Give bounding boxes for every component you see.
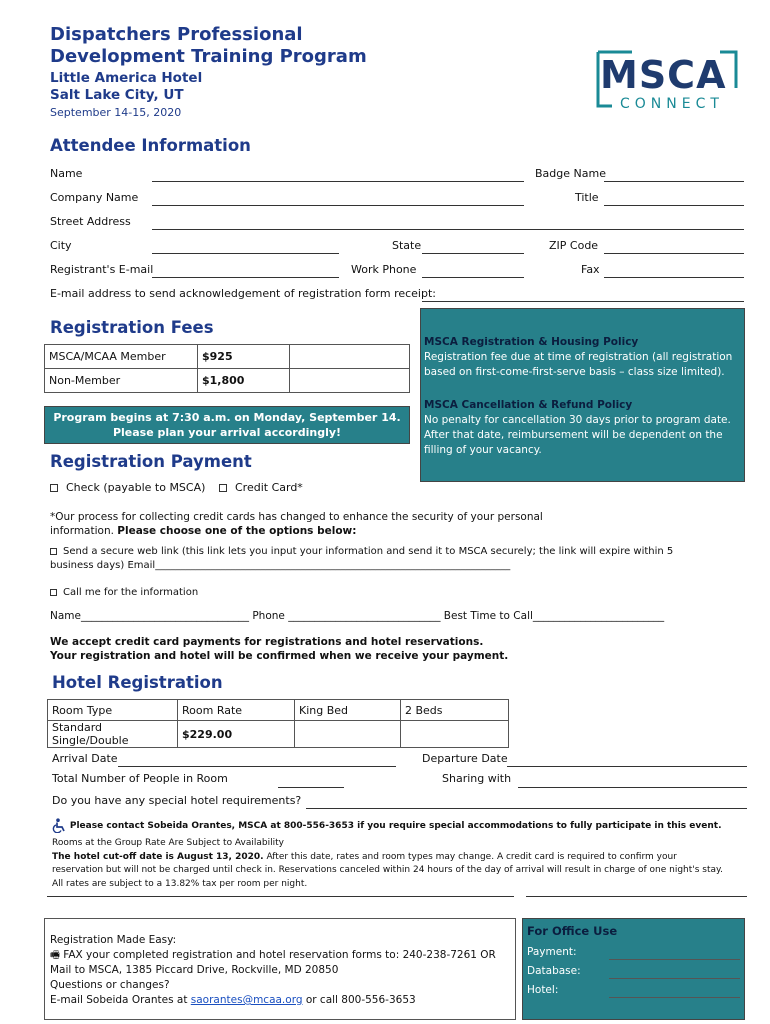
fee-price-member: $925	[198, 345, 290, 369]
work-phone-label: Work Phone	[351, 263, 417, 276]
hotel-col-two-beds: 2 Beds	[401, 700, 509, 721]
office-database-label: Database:	[527, 965, 581, 977]
work-phone-field[interactable]	[422, 277, 524, 278]
hotel-two-beds-select[interactable]	[401, 721, 509, 748]
cutoff-rest: After this date, rates and room types may change. A credit card is required to confirm your	[263, 851, 677, 862]
fee-row-nonmember	[45, 369, 410, 393]
option-web-link[interactable]	[50, 545, 673, 573]
fax-label: Fax	[581, 263, 600, 276]
zip-field[interactable]	[604, 253, 744, 254]
footer-divider-left	[47, 896, 514, 897]
rooms-note: Rooms at the Group Rate Are Subject to Availability	[52, 838, 284, 848]
accept-line-2: Your registration and hotel will be confirmed when we receive your payment.	[50, 650, 509, 662]
cutoff-line-3: All rates are subject to a 13.82% tax per room per night.	[52, 878, 308, 889]
ack-email-label: E-mail address to send acknowledgement of registration form receipt:	[50, 287, 436, 300]
venue-city: Salt Lake City, UT	[50, 87, 184, 103]
msca-logo	[592, 48, 742, 112]
attendee-heading: Attendee Information	[50, 136, 251, 155]
hotel-table	[47, 699, 509, 748]
office-database-row	[527, 965, 744, 977]
check-label: Check (payable to MSCA)	[66, 481, 206, 494]
street-label: Street Address	[50, 215, 131, 228]
company-field[interactable]	[152, 205, 524, 206]
venue-name: Little America Hotel	[50, 70, 203, 86]
ack-email-field[interactable]	[422, 301, 744, 302]
office-use-heading: For Office Use	[527, 924, 618, 938]
arrival-label: Arrival Date	[52, 752, 118, 765]
hotel-header-row	[48, 700, 509, 721]
fee-price-nonmember: $1,800	[198, 369, 290, 393]
web-link-checkbox[interactable]	[50, 548, 57, 555]
hotel-room-row	[48, 721, 509, 748]
office-use-box	[522, 918, 745, 1020]
easy-heading: Registration Made Easy:	[50, 934, 177, 946]
state-label: State	[392, 239, 422, 252]
fee-row-member	[45, 345, 410, 369]
credit-checkbox[interactable]	[219, 484, 227, 492]
contact-email-link[interactable]: saorantes@mcaa.org	[190, 994, 303, 1006]
ada-text: Please contact Sobeida Orantes, MSCA at 800-556-3653 if you require special accommodations to fully participate in this event.	[69, 821, 722, 831]
email-prefix: E-mail Sobeida Orantes at	[50, 994, 191, 1006]
special-field[interactable]	[306, 808, 747, 809]
questions-line: Questions or changes?	[50, 979, 170, 991]
web-link-line-2: business days) Email_______________________________________________________________________	[50, 560, 511, 571]
msca-logo-mark	[592, 48, 742, 112]
zip-label: ZIP Code	[549, 239, 599, 252]
fax-icon: 🖷	[50, 949, 60, 961]
footer-divider-right	[526, 896, 747, 897]
credit-label: Credit Card*	[235, 481, 303, 494]
departure-field[interactable]	[507, 766, 747, 767]
credit-note-line-2a: information.	[50, 525, 118, 537]
fee-type-nonmember: Non-Member	[45, 369, 198, 393]
check-option[interactable]	[50, 481, 205, 494]
office-hotel-row	[527, 984, 744, 996]
hotel-king-bed-select[interactable]	[295, 721, 401, 748]
title-label: Title	[575, 191, 599, 204]
title-field[interactable]	[604, 205, 744, 206]
payment-heading: Registration Payment	[50, 452, 252, 471]
title-line-2: Development Training Program	[50, 46, 367, 67]
fee-type-member: MSCA/MCAA Member	[45, 345, 198, 369]
state-field[interactable]	[422, 253, 524, 254]
hotel-room-type: Standard Single/Double	[48, 721, 178, 748]
people-label: Total Number of People in Room	[52, 772, 228, 785]
accept-note	[50, 635, 508, 663]
name-label: Name	[50, 167, 83, 180]
call-time-field[interactable]: Best Time to Call_________________________	[443, 610, 665, 622]
policy-text-cancellation: No penalty for cancellation 30 days prior to program date. After that date, reimbursement will be dependent on the filling of your vacancy.	[424, 414, 731, 456]
special-label: Do you have any special hotel requirements?	[52, 794, 302, 807]
policy-text-registration: Registration fee due at time of registration (all registration based on first-come-first-serve basis – class size limited).	[424, 351, 733, 378]
company-label: Company Name	[50, 191, 139, 204]
office-payment-field[interactable]	[609, 959, 740, 960]
office-hotel-label: Hotel:	[527, 984, 559, 996]
credit-note	[50, 510, 543, 538]
web-link-line-1: Send a secure web link (this link lets you input your information and send it to MSCA securely; the link will expire within 5	[63, 546, 674, 557]
policy-heading-registration: MSCA Registration & Housing Policy	[424, 336, 639, 348]
office-payment-row	[527, 946, 744, 958]
people-field[interactable]	[278, 787, 344, 788]
call-me-checkbox[interactable]	[50, 589, 57, 596]
accept-line-1: We accept credit card payments for registrations and hotel reservations.	[50, 636, 484, 648]
program-notice	[44, 406, 410, 444]
mail-line: Mail to MSCA, 1385 Piccard Drive, Rockville, MD 20850	[50, 964, 339, 976]
page-title	[50, 24, 367, 68]
call-me-label: Call me for the information	[63, 587, 199, 598]
policy-box	[420, 308, 745, 482]
badge-name-field[interactable]	[604, 181, 744, 182]
svg-text:MSCA: MSCA	[600, 53, 727, 97]
credit-note-line-1: *Our process for collecting credit cards has changed to enhance the security of your personal	[50, 511, 543, 523]
fee-select-member[interactable]	[290, 345, 410, 369]
badge-name-label: Badge Name	[535, 167, 606, 180]
fees-heading: Registration Fees	[50, 318, 214, 337]
notice-line-2: Please plan your arrival accordingly!	[112, 426, 342, 439]
hotel-col-room-rate: Room Rate	[178, 700, 295, 721]
call-name-field[interactable]: Name________________________________	[50, 610, 249, 622]
hotel-col-room-type: Room Type	[48, 700, 178, 721]
fees-table	[44, 344, 410, 393]
sharing-label: Sharing with	[442, 772, 512, 785]
registration-contact-box	[44, 918, 516, 1020]
arrival-field[interactable]	[118, 766, 396, 767]
notice-line-1: Program begins at 7:30 a.m. on Monday, September 14.	[53, 411, 401, 424]
hotel-terms	[52, 837, 752, 891]
check-checkbox[interactable]	[50, 484, 58, 492]
svg-text:CONNECT: CONNECT	[620, 96, 724, 112]
departure-label: Departure Date	[422, 752, 508, 765]
hotel-heading: Hotel Registration	[52, 673, 223, 692]
title-line-1: Dispatchers Professional	[50, 24, 303, 45]
venue-block	[50, 70, 202, 104]
hotel-room-rate: $229.00	[178, 721, 295, 748]
fax-field[interactable]	[604, 277, 744, 278]
fax-line: FAX your completed registration and hotel reservation forms to: 240-238-7261 OR	[63, 949, 496, 961]
credit-option[interactable]	[219, 481, 303, 494]
call-details-row	[50, 610, 664, 622]
email-field[interactable]	[152, 277, 339, 278]
ada-note	[52, 818, 722, 833]
sharing-field[interactable]	[518, 787, 747, 788]
option-call-me[interactable]	[50, 587, 198, 598]
cutoff-bold: The hotel cut-off date is August 13, 2020.	[52, 851, 264, 862]
name-field[interactable]	[152, 181, 524, 182]
office-payment-label: Payment:	[527, 946, 577, 958]
office-database-field[interactable]	[609, 978, 740, 979]
wheelchair-icon	[52, 818, 67, 833]
email-label: Registrant's E-mail	[50, 263, 154, 276]
office-hotel-field[interactable]	[609, 997, 740, 998]
cutoff-line-2: reservation but will not be charged until check in. Reservations canceled within 24 hours of the day of arrival will result in charge of one night's stay.	[52, 865, 723, 875]
call-phone-field[interactable]: Phone _____________________________	[252, 610, 441, 622]
hotel-col-king-bed: King Bed	[295, 700, 401, 721]
fee-select-nonmember[interactable]	[290, 369, 410, 393]
credit-note-line-2b: Please choose one of the options below:	[117, 525, 357, 537]
event-date: September 14-15, 2020	[50, 106, 182, 119]
city-field[interactable]	[152, 253, 339, 254]
city-label: City	[50, 239, 72, 252]
street-field[interactable]	[152, 229, 744, 230]
email-suffix: or call 800-556-3653	[302, 994, 416, 1006]
policy-heading-cancellation: MSCA Cancellation & Refund Policy	[424, 399, 633, 411]
